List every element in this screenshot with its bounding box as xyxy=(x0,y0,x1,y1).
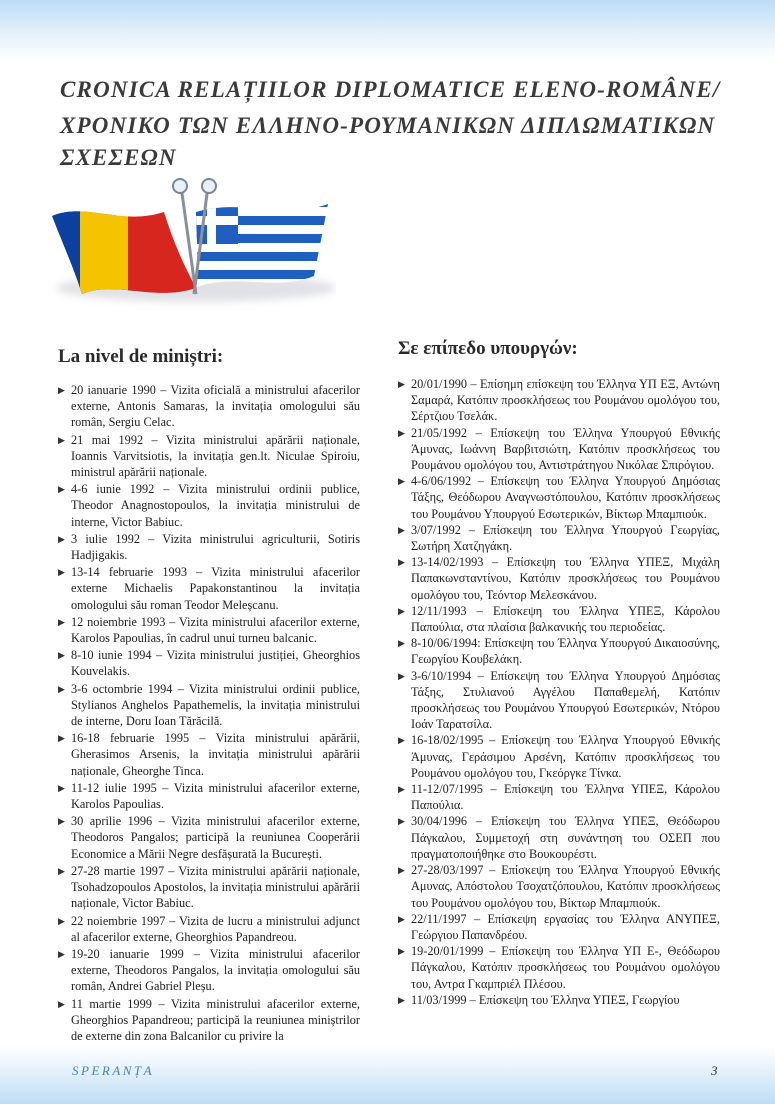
bullet-arrow-icon: ▶ xyxy=(398,427,405,438)
list-item: ▶ 4-6/06/1992 – Επίσκεψη του Έλληνα Υπουργού Δημόσιας Τάξης, Θεόδωρου Αναγνωστόπουλου, Κατόπιν προσκλήσεως του Ρουμάνου Υπουργού Εσωτερικών, Βίκτωρ Μπαμπιούκ. xyxy=(398,474,720,521)
list-item: ▶ 27-28/03/1997 – Επίσκεψη του Έλληνα Υπουργού Εθνικής Αμυνας, Απόστολου Τσοχατζόπουλου, Κατόπιν προσκλήσεως του Ρουμάνου ομολόγου του, Βίκτωρ Μπαμπιούκ. xyxy=(398,863,720,910)
bullet-arrow-icon: ▶ xyxy=(398,913,405,924)
greek-section-heading: Σε επίπεδο υπουργών: xyxy=(398,338,578,359)
list-item: ▶ 30 aprilie 1996 – Vizita ministrului afacerilor externe, Theodoros Pangalos; participă la reuniunea Cooperării Economice a Mării Negre desfășurată la București. xyxy=(58,814,360,861)
list-item: ▶ 11-12 iulie 1995 – Vizita ministrului afacerilor externe, Karolos Papoulias. xyxy=(58,780,360,812)
crossed-flags-illustration xyxy=(46,176,336,311)
list-item: ▶ 22/11/1997 – Επίσκεψη εργασίας του Έλληνα ΑΝΥΠΕΞ, Γεώργιου Παπανδρέου. xyxy=(398,911,720,942)
bullet-arrow-icon: ▶ xyxy=(398,605,405,616)
page-number: 3 xyxy=(711,1063,718,1078)
list-item: ▶ 22 noiembrie 1997 – Vizita de lucru a ministrului adjunct al afacerilor externe, Gheorghios Papandreou. xyxy=(58,913,360,944)
bullet-arrow-icon: ▶ xyxy=(58,533,65,544)
bullet-arrow-icon: ▶ xyxy=(58,733,65,744)
bullet-arrow-icon: ▶ xyxy=(58,650,65,661)
bullet-arrow-icon: ▶ xyxy=(58,998,65,1009)
greek-visit-list xyxy=(398,376,720,1008)
bullet-arrow-icon: ▶ xyxy=(398,735,405,746)
list-item: ▶ 20 ianuarie 1990 – Vizita oficială a ministrului afacerilor externe, Antonis Samaras, la invitația omologului său român, Sergiu Celac. xyxy=(58,383,360,430)
list-item: ▶ 16-18 februarie 1995 – Vizita ministrului apărării, Gherasimos Arsenis, la invitația ministrului apărării naționale, Gheorghe Tinca. xyxy=(58,731,360,778)
list-item: ▶ 16-18/02/1995 – Επίσκεψη του Έλληνα Υπουργού Εθνικής Άμυνας, Γεράσιμου Αρσένη, Κατόπιν προσκλήσεως του Ρουμάνου ομολόγου του, Γκεόργκε Τίνκα. xyxy=(398,733,720,780)
bullet-arrow-icon: ▶ xyxy=(58,816,65,827)
bullet-arrow-icon: ▶ xyxy=(398,557,405,568)
list-item: ▶ 11 martie 1999 – Vizita ministrului afacerilor externe, Gheorghios Papandreou; participă la reuniunea miniștrilor de externe din zona Balcanilor cu privire la xyxy=(58,996,360,1043)
list-item: ▶ 13-14 februarie 1993 – Vizita ministrului afacerilor externe Michaelis Papakonstantinou la invitația omologului său roman Teodor Meleșcanu. xyxy=(58,565,360,612)
list-item: ▶ 3/07/1992 – Επίσκεψη του Έλληνα Υπουργού Γεωργίας, Σωτήρη Χατζηγάκη. xyxy=(398,522,720,554)
list-item: ▶ 20/01/1990 – Επίσημη επίσκεψη του Έλληνα ΥΠ ΕΞ, Αντώνη Σαμαρά, Κατόπιν προσκλήσεως του Ρουμάνου ομολόγου του, Σέρτζιου Τσελάκ. xyxy=(398,377,720,424)
bullet-arrow-icon: ▶ xyxy=(58,567,65,578)
bullet-arrow-icon: ▶ xyxy=(58,782,65,793)
list-item: ▶ 19-20 ianuarie 1999 – Vizita ministrului afacerilor externe, Theodoros Pangalos, la invitația omologului său român, Andrei Gabriel Pleșu. xyxy=(58,946,360,994)
bullet-arrow-icon: ▶ xyxy=(58,616,65,627)
bullet-arrow-icon: ▶ xyxy=(398,476,405,487)
list-item: ▶ 11-12/07/1995 – Επίσκεψη του Έλληνα ΥΠΕΞ, Κάρολου Παπούλια. xyxy=(398,782,720,813)
page-title xyxy=(60,74,760,174)
greek-column xyxy=(398,336,720,1008)
bullet-arrow-icon: ▶ xyxy=(398,379,405,389)
bullet-arrow-icon: ▶ xyxy=(398,946,405,957)
bullet-arrow-icon: ▶ xyxy=(58,865,65,876)
list-item: ▶ 21/05/1992 – Επίσκεψη του Έλληνα Υπουργού Εθνικής Άμυνας, Ιωάννη Βαρβιτσιώτη, Κατόπιν προσκλήσεως του Ρουμάνου ομολόγου του, Αντιστράτηγου Νικόλαε Σπιρόγιου. xyxy=(398,425,720,473)
list-item: ▶ 3-6/10/1994 – Επίσκεψη του Έλληνα Υπουργού Δημόσιας Τάξης, Στυλιανού Αγγέλου Παπαθεμελή, Κατόπιν προσκλήσεως του Ρουμάνου Υπουργού Εσωτερικών, Ντόρου Ιοάν Ταρατσίλα. xyxy=(398,668,720,732)
bullet-arrow-icon: ▶ xyxy=(398,816,405,827)
bullet-arrow-icon: ▶ xyxy=(398,670,405,681)
bullet-arrow-icon: ▶ xyxy=(58,915,65,926)
bullet-arrow-icon: ▶ xyxy=(58,948,65,959)
bullet-arrow-icon: ▶ xyxy=(58,683,65,694)
list-item: ▶ 21 mai 1992 – Vizita ministrului apărării naționale, Ioannis Varvitsiotis, la invitația gen.lt. Niculae Spiroiu, ministrul apărării naționale. xyxy=(58,432,360,480)
list-item: ▶ 4-6 iunie 1992 – Vizita ministrului ordinii publice, Theodor Anagnostopoulos, la invitația ministrului de interne, Victor Babiuc. xyxy=(58,482,360,529)
list-item: ▶ 12/11/1993 – Επίσκεψη του Έλληνα ΥΠΕΞ, Κάρολου Παπούλια, στα πλαίσια βαλκανικής του περιοδείας. xyxy=(398,603,720,635)
bullet-arrow-icon: ▶ xyxy=(58,385,65,395)
romanian-column xyxy=(58,344,360,1045)
title-greek: ΧΡΟΝΙΚΟ ΤΩΝ ΕΛΛΗΝΟ-ΡΟΥΜΑΝΙΚΩΝ ΔΙΠΛΩΜΑΤΙΚΩΝ ΣΧΕΣΕΩΝ xyxy=(60,113,716,170)
list-item: ▶ 12 noiembrie 1993 – Vizita ministrului afacerilor externe, Karolos Papoulias, în cadrul unui turneu balcanic. xyxy=(58,614,360,646)
list-item: ▶ 8-10/06/1994: Επίσκεψη του Έλληνα Υπουργού Δικαιοσύνης, Γεωργίου Κουβελάκη. xyxy=(398,636,720,667)
top-gradient-band xyxy=(0,0,775,62)
bullet-arrow-icon: ▶ xyxy=(398,865,405,876)
bullet-arrow-icon: ▶ xyxy=(398,784,405,795)
romanian-section-heading: La nivel de miniștri: xyxy=(58,346,224,367)
romanian-visit-list xyxy=(58,382,360,1044)
bullet-arrow-icon: ▶ xyxy=(398,524,405,535)
list-item: ▶ 30/04/1996 – Επίσκεψη του Έλληνα ΥΠΕΞ, Θεόδωρου Πάγκαλου, Συμμετοχή στη συνάντηση του ΟΣΕΠ που πραγματοποιήθηκε στο Βουκουρέστι. xyxy=(398,814,720,861)
bullet-arrow-icon: ▶ xyxy=(58,484,65,495)
bullet-arrow-icon: ▶ xyxy=(58,434,65,445)
list-item: ▶ 3-6 octombrie 1994 – Vizita ministrului ordinii publice, Stylianos Anghelos Papathemelis, la invitația ministrului de interne, Doru Ioan Tărăcilă. xyxy=(58,681,360,729)
bullet-arrow-icon: ▶ xyxy=(398,638,405,649)
list-item: ▶ 19-20/01/1999 – Επίσκεψη του Έλληνα ΥΠ Ε-, Θεόδωρου Πάγκαλου, Κατόπιν προσκλήσεως του Ρουμάνου ομολόγου του, Αντρα Γκαμπριέλ Πλέσου. xyxy=(398,944,720,991)
list-item: ▶ 8-10 iunie 1994 – Vizita ministrului justiției, Gheorghios Kouvelakis. xyxy=(58,648,360,679)
list-item: ▶ 13-14/02/1993 – Επίσκεψη του Έλληνα ΥΠΕΞ, Μιχάλη Παπακωνσταντίνου, Κατόπιν προσκλήσεως του Ρουμάνου ομολόγου του, Τεόντορ Μελεσκάνου. xyxy=(398,555,720,602)
crossed-flags-icon xyxy=(46,176,336,311)
title-romanian: CRONICA RELAȚIILOR DIPLOMATICE ELENO-ROMÂNE/ xyxy=(60,77,721,102)
list-item: ▶ 11/03/1999 – Επίσκεψη του Έλληνα ΥΠΕΞ, Γεωργίου xyxy=(398,992,680,1007)
bullet-arrow-icon: ▶ xyxy=(398,994,405,1005)
list-item: ▶ 27-28 martie 1997 – Vizita ministrului apărării naționale, Tsohadzopoulos Apostolos, la invitația ministrului apărării naționale, Victor Babiuc. xyxy=(58,863,360,911)
list-item: ▶ 3 iulie 1992 – Vizita ministrului agriculturii, Sotiris Hadjigakis. xyxy=(58,531,360,563)
magazine-name: SPERANȚA xyxy=(72,1063,155,1078)
